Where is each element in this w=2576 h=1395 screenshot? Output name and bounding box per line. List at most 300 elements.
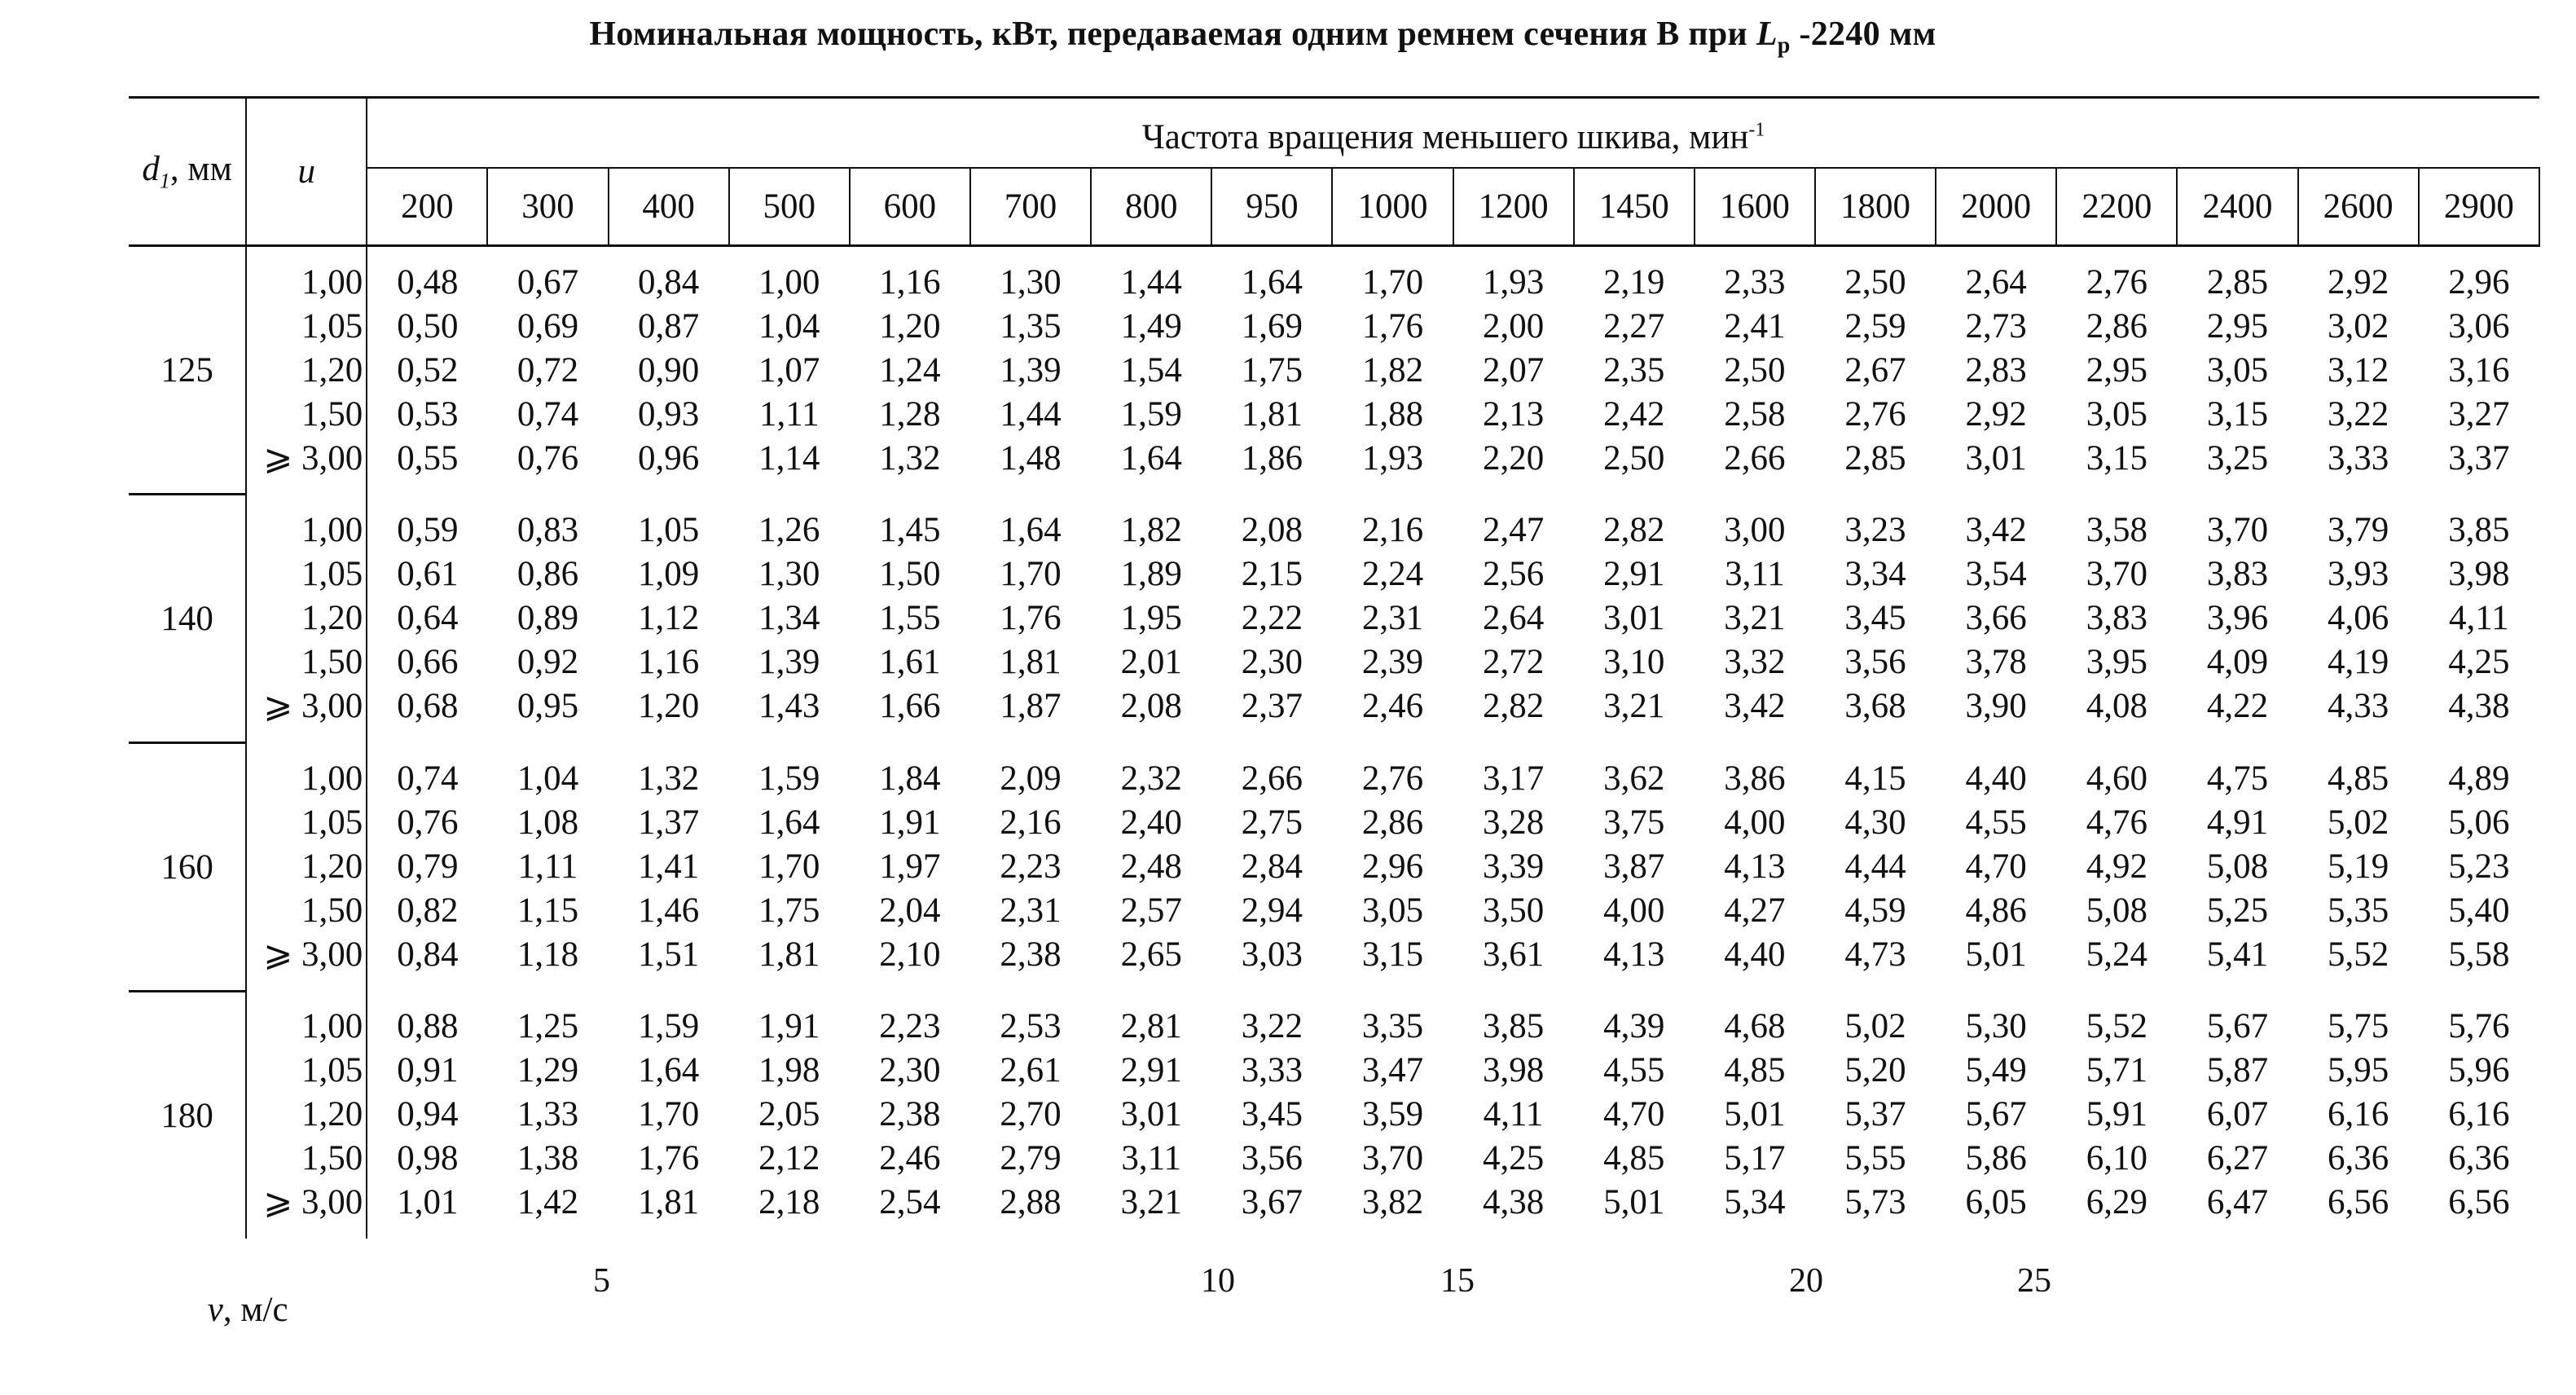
power-value: 3,15: [1361, 935, 1424, 974]
power-value: 3,83: [2086, 599, 2147, 637]
power-value: 2,40: [1120, 803, 1182, 842]
power-cell: [1936, 743, 2056, 992]
rpm-header-cell: 400: [609, 168, 729, 246]
power-value: 4,19: [2327, 643, 2389, 681]
power-value: 2,92: [1965, 394, 2027, 433]
u-value: 1,05: [301, 1051, 363, 1090]
power-value: 3,67: [1241, 1183, 1303, 1222]
power-value: 0,53: [397, 394, 459, 433]
power-value: 3,61: [1482, 935, 1545, 974]
group-row-180: [129, 992, 2539, 1239]
power-value: 5,41: [2206, 935, 2269, 974]
power-value: 3,56: [1844, 643, 1906, 681]
power-value: 4,40: [1965, 759, 2027, 798]
power-value: 1,76: [1361, 306, 1424, 345]
power-cell: [1574, 743, 1695, 992]
power-value: 1,44: [1000, 394, 1062, 433]
power-value: 5,71: [2086, 1051, 2147, 1090]
power-value: 3,62: [1603, 759, 1665, 798]
power-value: 2,88: [1000, 1183, 1062, 1222]
power-value: 3,27: [2448, 394, 2510, 433]
power-cell: [1091, 495, 1211, 743]
power-value: 1,11: [517, 847, 578, 886]
power-value: 5,17: [1724, 1139, 1786, 1178]
power-value: 4,92: [2086, 847, 2147, 886]
power-cell: [1091, 743, 1211, 992]
power-value: 1,11: [758, 394, 820, 433]
power-cell: [1815, 246, 1936, 495]
power-value: 2,65: [1120, 935, 1182, 974]
power-value: 3,79: [2327, 511, 2389, 549]
power-value: 2,94: [1241, 891, 1303, 930]
power-value: 1,88: [1361, 394, 1424, 433]
power-value: 5,52: [2327, 935, 2389, 974]
power-cell: [1815, 743, 1936, 992]
power-cell: [2298, 246, 2419, 495]
power-value: 6,36: [2448, 1139, 2510, 1178]
u-value: 1,50: [301, 891, 363, 930]
power-cell: [1695, 495, 1815, 743]
power-value: 2,18: [758, 1183, 820, 1222]
power-value: 2,38: [1000, 935, 1062, 974]
power-value: 1,91: [879, 803, 941, 842]
power-value: 2,05: [758, 1095, 820, 1134]
power-value: 1,44: [1120, 262, 1182, 301]
power-value: 1,66: [879, 687, 941, 725]
power-value: 2,72: [1482, 643, 1545, 681]
power-value: 1,64: [638, 1051, 700, 1090]
power-value: 1,93: [1361, 438, 1424, 477]
power-value: 0,79: [397, 847, 459, 886]
power-value: 3,45: [1241, 1095, 1303, 1134]
power-cell: [1332, 992, 1453, 1239]
power-value: 3,28: [1482, 803, 1545, 842]
power-value: 3,34: [1844, 555, 1906, 593]
power-value: 1,32: [638, 759, 700, 798]
rpm-header-row: [129, 168, 2539, 246]
power-value: 4,85: [2327, 759, 2389, 798]
u-value: 1,50: [301, 394, 363, 433]
power-cell: [1695, 992, 1815, 1239]
power-cell: [1091, 992, 1211, 1239]
power-value: 5,24: [2086, 935, 2147, 974]
power-value: 1,08: [517, 803, 579, 842]
power-value: 5,02: [2327, 803, 2389, 842]
power-value: 1,09: [638, 555, 700, 593]
power-value: 1,89: [1120, 555, 1182, 593]
power-cell: [2177, 743, 2297, 992]
power-value: 3,32: [1724, 643, 1786, 681]
rpm-header-cell: 2900: [2419, 168, 2539, 246]
power-value: 5,23: [2448, 847, 2510, 886]
power-value: 5,67: [2206, 1007, 2269, 1046]
power-value: 0,84: [638, 262, 700, 301]
power-value: 1,69: [1241, 306, 1303, 345]
power-value: 0,88: [397, 1007, 459, 1046]
power-value: 1,49: [1120, 306, 1182, 345]
power-value: 2,13: [1482, 394, 1545, 433]
power-value: 3,35: [1361, 1007, 1424, 1046]
power-value: 1,81: [638, 1183, 700, 1222]
power-value: 2,23: [1000, 847, 1062, 886]
power-value: 3,85: [1482, 1007, 1545, 1046]
power-cell: [2177, 495, 2297, 743]
rpm-header-cell: 950: [1211, 168, 1332, 246]
power-cell: [1574, 495, 1695, 743]
power-value: 2,08: [1241, 511, 1303, 549]
power-value: 4,06: [2327, 599, 2389, 637]
power-value: 2,64: [1965, 262, 2027, 301]
power-value: 0,61: [397, 555, 459, 593]
power-value: 2,76: [1844, 394, 1906, 433]
power-value: 3,01: [1603, 599, 1665, 637]
power-cell: [970, 246, 1091, 495]
power-value: 2,08: [1120, 687, 1182, 725]
power-cell: [1091, 246, 1211, 495]
power-value: 1,14: [758, 438, 820, 477]
power-value: 0,89: [517, 599, 579, 637]
power-value: 1,70: [1000, 555, 1062, 593]
power-value: 2,57: [1120, 891, 1182, 930]
power-value: 1,04: [758, 306, 820, 345]
power-value: 1,16: [879, 262, 941, 301]
power-value: 0,94: [397, 1095, 459, 1134]
power-value: 2,95: [2206, 306, 2269, 345]
d1-value: 140: [129, 495, 246, 743]
power-value: 0,48: [397, 262, 459, 301]
power-cell: [970, 495, 1091, 743]
u-value: 1,20: [301, 599, 363, 637]
power-value: 3,59: [1361, 1095, 1424, 1134]
power-cell: [1574, 992, 1695, 1239]
power-value: 3,56: [1241, 1139, 1303, 1178]
power-value: 1,48: [1000, 438, 1062, 477]
u-value: 1,20: [301, 350, 363, 389]
power-value: 1,93: [1482, 262, 1545, 301]
power-value: 1,05: [638, 511, 700, 549]
power-cell: [2298, 743, 2419, 992]
power-value: 0,98: [397, 1139, 459, 1178]
power-value: 6,27: [2206, 1139, 2269, 1178]
power-cell: [1453, 992, 1574, 1239]
power-value: 1,39: [758, 643, 820, 681]
power-cell: [609, 495, 729, 743]
power-value: 0,90: [638, 350, 700, 389]
power-value: 5,01: [1724, 1095, 1786, 1134]
power-value: 2,16: [1000, 803, 1062, 842]
power-cell: [367, 495, 487, 743]
u-value: 1,20: [301, 1095, 363, 1134]
power-value: 1,12: [638, 599, 700, 637]
rpm-header-cell: 2200: [2056, 168, 2177, 246]
u-values: [246, 246, 367, 495]
power-value: 3,11: [1725, 555, 1785, 593]
power-value: 1,64: [1120, 438, 1182, 477]
power-cell: [1936, 246, 2056, 495]
power-value: 1,70: [1361, 262, 1424, 301]
power-value: 1,54: [1120, 350, 1182, 389]
power-value: 1,70: [638, 1095, 700, 1134]
group-row-125: [129, 246, 2539, 495]
speed-mark: 25: [2017, 1262, 2051, 1300]
power-value: 2,70: [1000, 1095, 1062, 1134]
power-value: 5,34: [1724, 1183, 1786, 1222]
header-u: u: [246, 98, 367, 246]
power-value: 1,01: [397, 1183, 459, 1222]
power-value: 5,02: [1844, 1007, 1906, 1046]
power-value: 2,73: [1965, 306, 2027, 345]
power-cell: [2419, 495, 2539, 743]
power-value: 3,02: [2327, 306, 2389, 345]
speed-mark: 10: [1201, 1262, 1235, 1300]
power-value: 3,16: [2448, 350, 2510, 389]
power-value: 6,05: [1965, 1183, 2027, 1222]
power-cell: [1211, 992, 1332, 1239]
power-value: 1,35: [1000, 306, 1062, 345]
power-cell: [487, 246, 608, 495]
power-cell: [1332, 495, 1453, 743]
power-value: 3,00: [1724, 511, 1786, 549]
power-value: 3,15: [2206, 394, 2269, 433]
power-value: 4,75: [2206, 759, 2269, 798]
power-value: 4,22: [2206, 687, 2269, 725]
power-value: 5,30: [1965, 1007, 2027, 1046]
power-value: 1,75: [1241, 350, 1303, 389]
power-value: 3,70: [2206, 511, 2269, 549]
power-cell: [2177, 992, 2297, 1239]
power-value: 4,33: [2327, 687, 2389, 725]
power-value: 1,46: [638, 891, 700, 930]
power-value: 4,40: [1724, 935, 1786, 974]
power-value: 0,74: [517, 394, 579, 433]
power-value: 3,68: [1844, 687, 1906, 725]
power-value: 2,48: [1120, 847, 1182, 886]
power-value: 4,08: [2086, 687, 2147, 725]
power-value: 5,52: [2086, 1007, 2147, 1046]
power-value: 2,04: [879, 891, 941, 930]
power-value: 0,84: [397, 935, 459, 974]
power-value: 5,06: [2448, 803, 2510, 842]
power-value: 2,54: [879, 1183, 941, 1222]
power-cell: [487, 992, 608, 1239]
power-value: 6,47: [2206, 1183, 2269, 1222]
power-value: 4,00: [1603, 891, 1665, 930]
power-value: 4,70: [1965, 847, 2027, 886]
power-value: 2,66: [1724, 438, 1786, 477]
power-value: 5,55: [1844, 1139, 1906, 1178]
power-value: 1,20: [638, 687, 700, 725]
power-value: 1,75: [758, 891, 820, 930]
power-value: 1,95: [1120, 599, 1182, 637]
title-sub: р: [1777, 33, 1791, 59]
power-value: 5,95: [2327, 1051, 2389, 1090]
power-value: 1,34: [758, 599, 820, 637]
power-value: 2,59: [1844, 306, 1906, 345]
power-value: 0,95: [517, 687, 579, 725]
power-value: 0,96: [638, 438, 700, 477]
power-cell: [367, 992, 487, 1239]
power-value: 1,97: [879, 847, 941, 886]
power-value: 1,82: [1120, 511, 1182, 549]
group-row-160: [129, 743, 2539, 992]
power-value: 1,81: [758, 935, 820, 974]
power-value: 1,61: [879, 643, 941, 681]
power-cell: [487, 743, 608, 992]
rpm-header-cell: 700: [970, 168, 1091, 246]
power-value: 5,73: [1844, 1183, 1906, 1222]
power-value: 1,30: [1000, 262, 1062, 301]
power-cell: [1211, 743, 1332, 992]
power-cell: [1453, 495, 1574, 743]
power-value: 2,30: [1241, 643, 1303, 681]
power-value: 1,42: [517, 1183, 579, 1222]
power-value: 3,95: [2086, 643, 2147, 681]
power-value: 4,55: [1965, 803, 2027, 842]
power-value: 3,17: [1482, 759, 1545, 798]
power-cell: [1211, 246, 1332, 495]
power-cell: [1936, 495, 2056, 743]
power-value: 1,43: [758, 687, 820, 725]
power-cell: [1815, 992, 1936, 1239]
rpm-header-cell: 1450: [1574, 168, 1695, 246]
speed-label-unit: , м/с: [222, 1291, 288, 1329]
power-value: 2,10: [879, 935, 941, 974]
power-value: 2,53: [1000, 1007, 1062, 1046]
power-value: 2,09: [1000, 759, 1062, 798]
power-value: 1,87: [1000, 687, 1062, 725]
power-value: 3,85: [2448, 511, 2510, 549]
power-cell: [1936, 992, 2056, 1239]
power-cell: [2419, 246, 2539, 495]
power-value: 3,45: [1844, 599, 1906, 637]
power-value: 0,93: [638, 394, 700, 433]
power-value: 2,85: [2206, 262, 2269, 301]
power-cell: [609, 992, 729, 1239]
power-value: 3,11: [1121, 1139, 1182, 1178]
rpm-header-cell: 2400: [2177, 168, 2297, 246]
power-value: 3,75: [1603, 803, 1665, 842]
power-cell: [2056, 743, 2177, 992]
power-value: 1,64: [1000, 511, 1062, 549]
power-value: 6,16: [2448, 1095, 2510, 1134]
power-cell: [729, 992, 850, 1239]
power-value: 2,37: [1241, 687, 1303, 725]
power-value: 4,13: [1603, 935, 1665, 974]
power-value: 4,00: [1724, 803, 1786, 842]
speed-label: [129, 1239, 367, 1362]
power-value: 2,01: [1120, 643, 1182, 681]
power-value: 2,39: [1361, 643, 1424, 681]
power-value: 2,95: [2086, 350, 2147, 389]
power-value: 3,05: [2206, 350, 2269, 389]
power-value: 2,76: [1361, 759, 1424, 798]
power-value: 2,64: [1482, 599, 1545, 637]
power-value: 2,56: [1482, 555, 1545, 593]
header-d1: $d_1$, мм: [129, 98, 246, 246]
power-value: 6,16: [2327, 1095, 2389, 1134]
power-value: 2,58: [1724, 394, 1786, 433]
power-value: 1,50: [879, 555, 941, 593]
power-cell: [1574, 246, 1695, 495]
power-value: 4,89: [2448, 759, 2510, 798]
power-value: 6,10: [2086, 1139, 2147, 1178]
power-value: 3,21: [1603, 687, 1665, 725]
u-value: 1,50: [301, 643, 363, 681]
power-value: 1,20: [879, 306, 941, 345]
power-cell: [609, 246, 729, 495]
power-value: 2,91: [1120, 1051, 1182, 1090]
power-cell: [729, 246, 850, 495]
power-cell: [970, 743, 1091, 992]
power-cell: [1815, 495, 1936, 743]
power-cell: [1332, 246, 1453, 495]
power-cell: [729, 495, 850, 743]
rpm-header-cell: 600: [850, 168, 970, 246]
u-values: [246, 992, 367, 1239]
power-value: 1,86: [1241, 438, 1303, 477]
power-value: 4,86: [1965, 891, 2027, 930]
power-value: 3,15: [2086, 438, 2147, 477]
power-value: 0,76: [397, 803, 459, 842]
power-value: 0,92: [517, 643, 579, 681]
power-value: 3,58: [2086, 511, 2147, 549]
power-value: 1,51: [638, 935, 700, 974]
power-value: 1,84: [879, 759, 941, 798]
power-value: 2,82: [1482, 687, 1545, 725]
power-cell: [850, 246, 970, 495]
power-value: 3,33: [1241, 1051, 1303, 1090]
power-value: 3,23: [1844, 511, 1906, 549]
power-value: 5,08: [2206, 847, 2269, 886]
power-value: 2,47: [1482, 511, 1545, 549]
power-value: 6,07: [2206, 1095, 2269, 1134]
power-value: 0,91: [397, 1051, 459, 1090]
power-table: [129, 96, 2540, 1362]
power-value: 0,67: [517, 262, 579, 301]
power-value: 3,33: [2327, 438, 2389, 477]
power-value: 3,37: [2448, 438, 2510, 477]
power-value: 0,59: [397, 511, 459, 549]
power-cell: [970, 992, 1091, 1239]
power-value: 5,86: [1965, 1139, 2027, 1178]
power-value: 1,18: [517, 935, 579, 974]
power-value: 3,87: [1603, 847, 1665, 886]
power-value: 3,98: [1482, 1051, 1545, 1090]
rpm-header-cell: 300: [487, 168, 608, 246]
rpm-header-cell: 1600: [1695, 168, 1815, 246]
u-value: 1,00: [301, 262, 363, 301]
power-value: 2,86: [1361, 803, 1424, 842]
power-value: 5,96: [2448, 1051, 2510, 1090]
power-value: 0,72: [517, 350, 579, 389]
power-value: 2,20: [1482, 438, 1545, 477]
power-value: 2,30: [879, 1051, 941, 1090]
d1-value: 125: [160, 350, 213, 389]
power-value: 3,05: [1361, 891, 1424, 930]
power-value: 2,92: [2327, 262, 2389, 301]
power-value: 2,76: [2086, 262, 2147, 301]
power-value: 2,31: [1361, 599, 1424, 637]
power-value: 6,56: [2448, 1183, 2510, 1222]
power-value: 3,10: [1603, 643, 1665, 681]
power-value: 4,44: [1844, 847, 1906, 886]
power-cell: [850, 992, 970, 1239]
power-value: 1,59: [758, 759, 820, 798]
power-value: 6,29: [2086, 1183, 2147, 1222]
power-value: 0,50: [397, 306, 459, 345]
power-value: 4,76: [2086, 803, 2147, 842]
title-tail: -2240 мм: [1799, 15, 1936, 53]
